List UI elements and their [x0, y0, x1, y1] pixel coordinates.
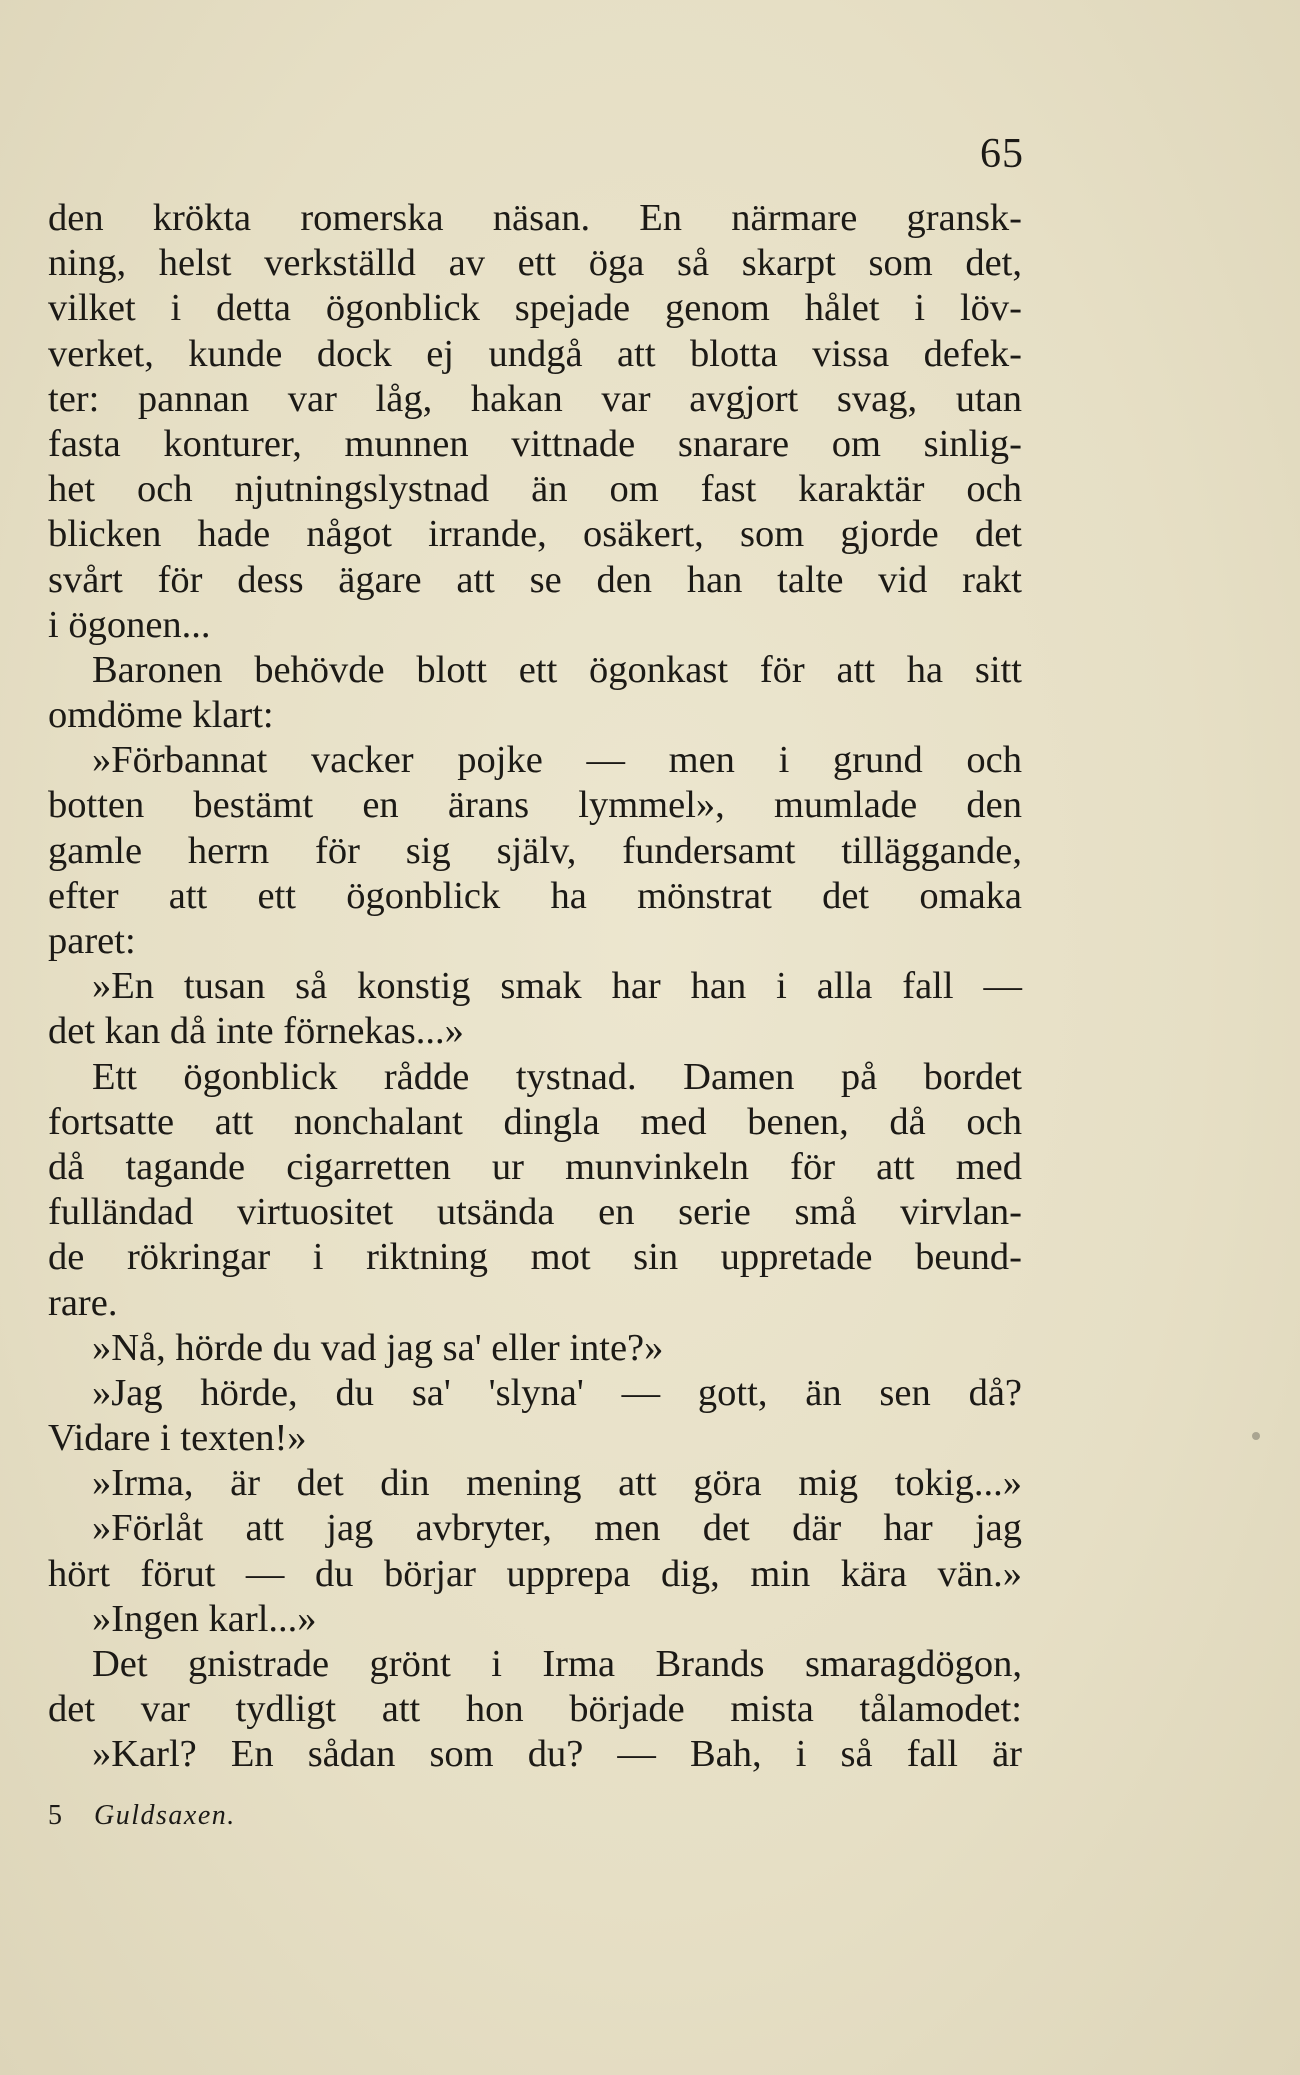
text-line: blicken hade något irrande, osäkert, som gjorde det [48, 513, 1022, 556]
text-line: »Karl? En sådan som du? — Bah, i så fall är [92, 1733, 1022, 1776]
text-line: det var tydligt att hon började mista tålamodet: [48, 1688, 1022, 1731]
text-line: »Nå, hörde du vad jag sa' eller inte?» [92, 1326, 664, 1369]
text-line: Det gnistrade grönt i Irma Brands smaragdögon, [92, 1643, 1022, 1685]
body-text [48, 196, 1022, 1778]
text-line: »Ingen karl...» [92, 1597, 317, 1640]
text-line: vilket i detta ögonblick spejade genom hålet i löv- [48, 287, 1022, 330]
text-line: »Förbannat vacker pojke — men i grund och [92, 739, 1022, 782]
text-line: paret: [48, 920, 136, 962]
text-line: fulländad virtuositet utsända en serie små virvlan- [48, 1191, 1022, 1234]
text-line: i ögonen... [48, 603, 211, 646]
text-line: »Irma, är det din mening att göra mig tokig...» [92, 1462, 1022, 1505]
text-line: het och njutningslystnad än om fast karaktär och [48, 468, 1022, 511]
text-line: då tagande cigarretten ur munvinkeln för att med [48, 1145, 1022, 1188]
text-line: omdöme klart: [48, 694, 274, 737]
text-line: fortsatte att nonchalant dingla med benen, då och [48, 1100, 1022, 1143]
text-line: gamle herrn för sig själv, fundersamt tilläggande, [48, 829, 1022, 872]
text-line: ter: pannan var låg, hakan var avgjort svag, utan [48, 377, 1022, 420]
paper-speck [1252, 1432, 1260, 1440]
signature-mark: 5 [48, 1800, 62, 1831]
text-line: svårt för dess ägare att se den han talte vid rakt [48, 558, 1022, 601]
text-line: den krökta romerska näsan. En närmare gransk- [48, 197, 1022, 239]
text-line: efter att ett ögonblick ha mönstrat det omaka [48, 874, 1022, 917]
text-line: verket, kunde dock ej undgå att blotta vissa defek- [48, 332, 1022, 375]
text-line: »En tusan så konstig smak har han i alla fall — [92, 965, 1022, 1008]
text-line: »Jag hörde, du sa' 'slyna' — gott, än sen då? [92, 1371, 1022, 1414]
text-line: »Förlåt att jag avbryter, men det där har jag [92, 1507, 1022, 1550]
text-line: ning, helst verkställd av ett öga så skarpt som det, [48, 242, 1022, 285]
text-line: fasta konturer, munnen vittnade snarare om sinlig- [48, 422, 1022, 465]
text-line: det kan då inte förnekas...» [48, 1010, 464, 1053]
text-line: Ett ögonblick rådde tystnad. Damen på bordet [92, 1055, 1022, 1098]
text-line: Baronen behövde blott ett ögonkast för att ha sitt [92, 648, 1022, 691]
text-line: botten bestämt en ärans lymmel», mumlade den [48, 784, 1022, 827]
text-line: rare. [48, 1281, 118, 1324]
page-number: 65 [980, 131, 1024, 177]
text-line: Vidare i texten!» [48, 1417, 307, 1460]
text-line: de rökringar i riktning mot sin uppretade beund- [48, 1236, 1022, 1279]
page-footer [48, 1800, 236, 1832]
text-line: hört förut — du börjar upprepa dig, min kära vän.» [48, 1552, 1022, 1595]
book-title: Guldsaxen. [94, 1800, 236, 1831]
